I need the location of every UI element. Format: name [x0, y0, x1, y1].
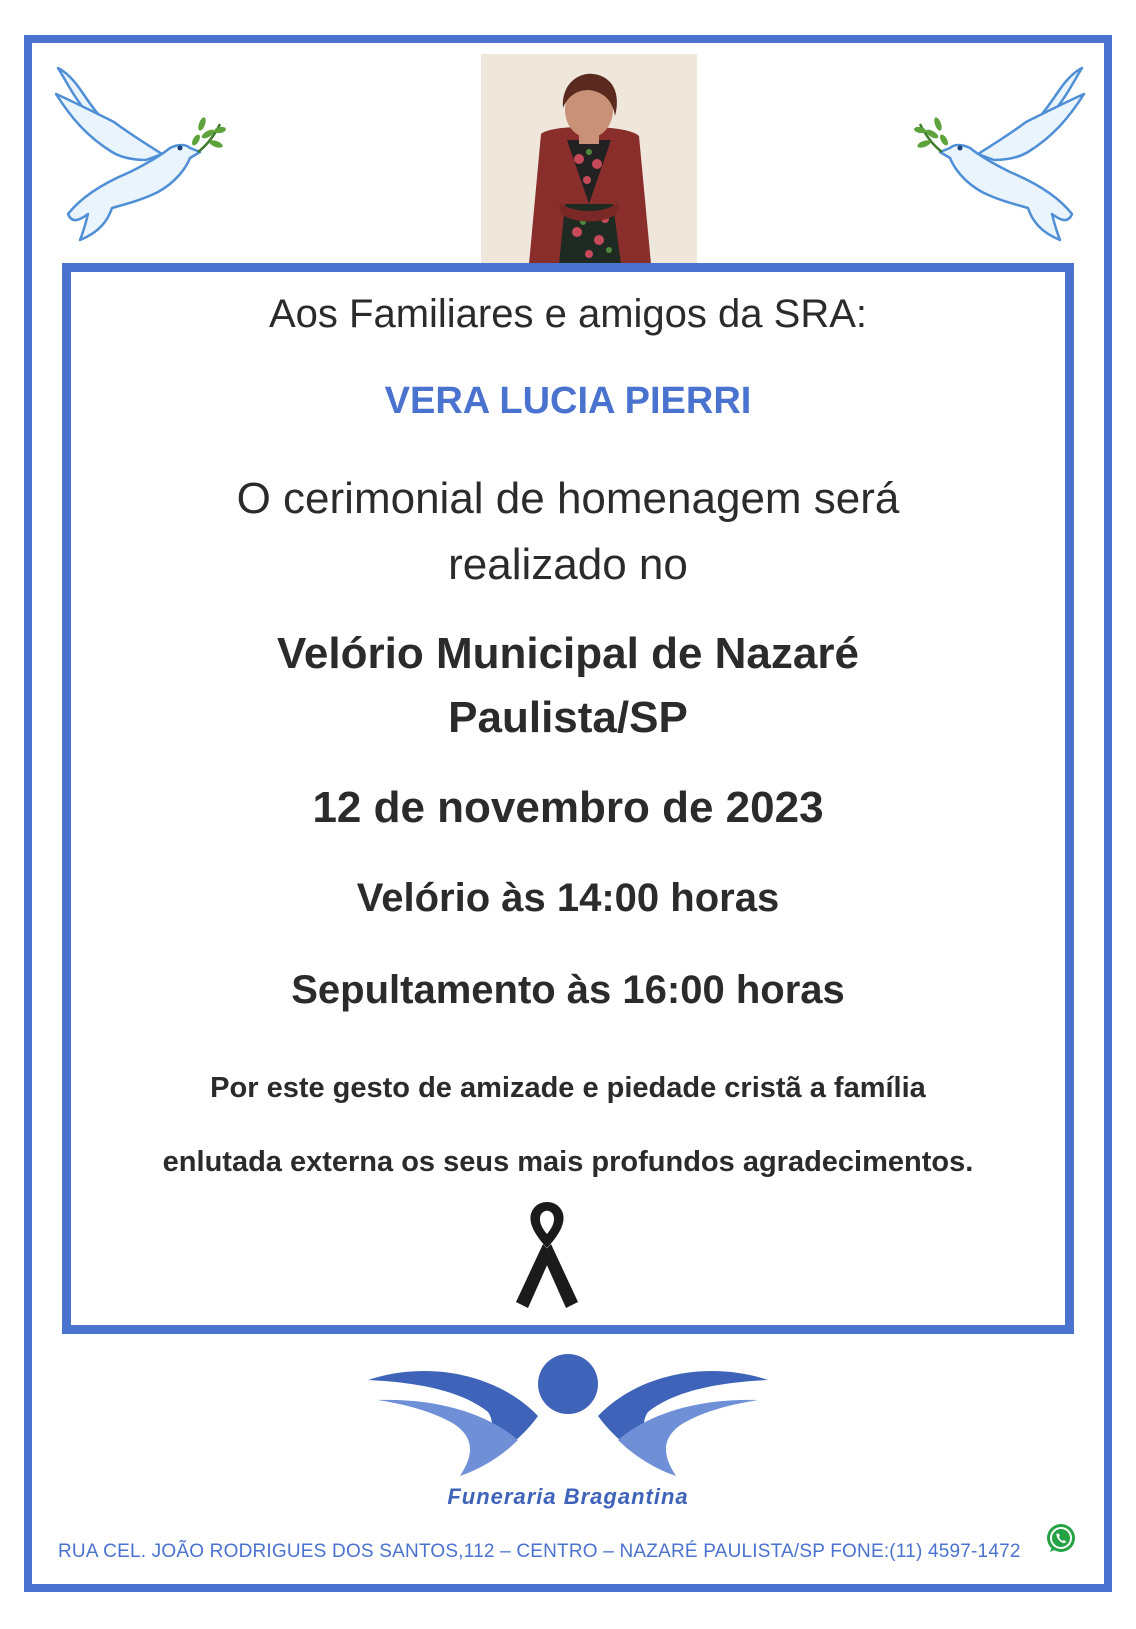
venue-line-2: Paulista/SP — [448, 693, 688, 742]
dove-icon — [50, 64, 226, 248]
thanks-text — [62, 1051, 1074, 1199]
ceremony-date: 12 de novembro de 2023 — [312, 783, 824, 832]
wake-time: Velório às 14:00 horas — [356, 876, 780, 920]
ceremony-text — [62, 466, 1074, 598]
ceremony-line-2: realizado no — [448, 540, 688, 589]
greeting-text: Aos Familiares e amigos da SRA: — [268, 292, 867, 336]
venue-line-1: Velório Municipal de Nazaré — [277, 629, 859, 678]
venue-text — [62, 622, 1074, 750]
company-name: Funeraria Bragantina — [447, 1484, 689, 1509]
deceased-name: VERA LUCIA PIERRI — [384, 380, 752, 422]
burial-time: Sepultamento às 16:00 horas — [291, 968, 845, 1012]
ceremony-line-1: O cerimonial de homenagem será — [236, 474, 900, 523]
dove-icon — [914, 64, 1090, 248]
thanks-line-2: enlutada externa os seus mais profundos agradecimentos. — [162, 1146, 974, 1178]
mourning-ribbon-icon — [512, 1198, 582, 1310]
portrait-illustration — [481, 54, 697, 264]
portrait-photo — [481, 54, 697, 264]
thanks-line-1: Por este gesto de amizade e piedade cristã a família — [210, 1072, 926, 1104]
company-address: RUA CEL. JOÃO RODRIGUES DOS SANTOS,112 – CENTRO – NAZARÉ PAULISTA/SP FONE:(11) 4597-1472 — [58, 1541, 1021, 1562]
company-logo — [368, 1352, 768, 1482]
whatsapp-icon[interactable] — [1044, 1522, 1078, 1556]
